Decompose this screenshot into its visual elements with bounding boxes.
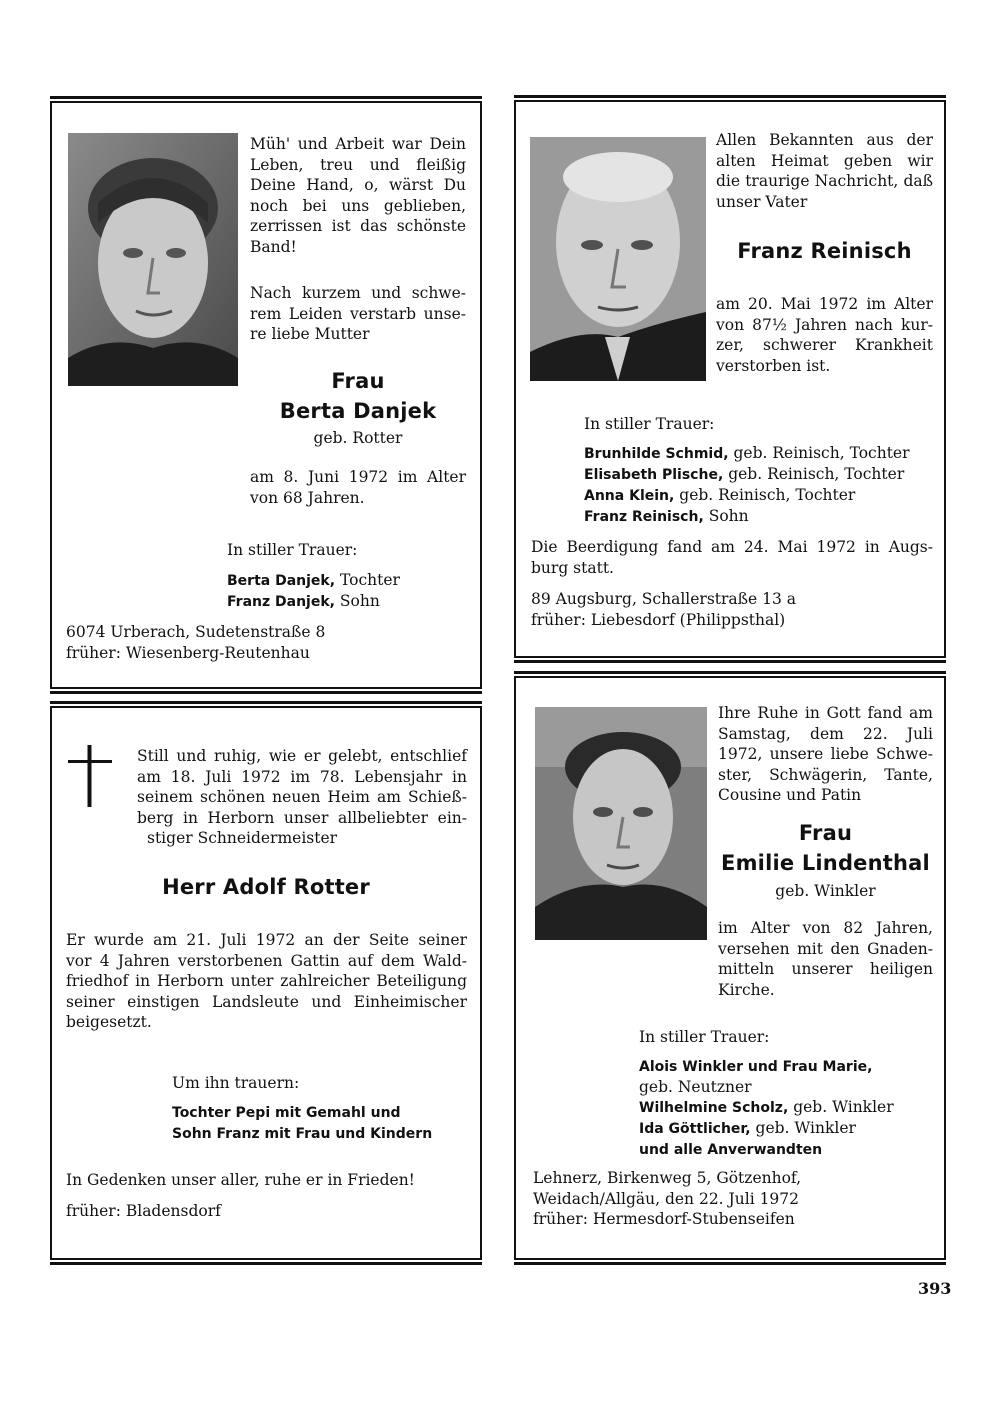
address-line: früher: Wiesenberg-Reutenhau (66, 643, 310, 662)
mourner-relation: geb. Reinisch, Tochter (679, 486, 856, 504)
lindenthal-address (533, 1168, 801, 1230)
reinisch-mourning-heading: In stiller Trauer: (584, 415, 715, 433)
portrait-emilie-lindenthal (535, 707, 707, 940)
rotter-former: früher: Bladensdorf (66, 1202, 221, 1220)
mourner-relation: geb. Winkler (755, 1119, 856, 1137)
death-line: am 8. Juni 1972 im Alter (250, 468, 466, 486)
portrait-franz-reinisch (530, 137, 706, 381)
burial-line: Er wurde am 21. Juli 1972 an der Seite seiner (66, 931, 467, 949)
mourner-relation: geb. Neutzner (639, 1078, 752, 1096)
intro-line: stiger Schneidermeister (147, 829, 338, 848)
intro-line: berg in Herborn unser allbeliebter ein- (137, 808, 467, 827)
cross-icon (68, 745, 112, 807)
intro-line: Allen Bekannten aus der (716, 131, 933, 149)
burial-line: friedhof in Herborn unter zahlreicher Beteiligung (66, 972, 467, 991)
lindenthal-birth-name: geb. Winkler (775, 882, 876, 900)
lindenthal-title: Frau (798, 821, 853, 845)
portrait-berta-danjek (68, 133, 238, 386)
address-line: Weidach/Allgäu, den 22. Juli 1972 (533, 1189, 800, 1208)
intro-line: Ihre Ruhe in Gott fand am (718, 704, 933, 722)
intro-line: re liebe Mutter (250, 325, 370, 344)
danjek-name: Berta Danjek (279, 399, 437, 423)
intro-line: Still und ruhig, wie er gelebt, entschlief (137, 747, 467, 765)
mourner-name: Wilhelmine Scholz, (639, 1100, 789, 1116)
danjek-birth-name: geb. Rotter (313, 429, 403, 447)
burial-line: vor 4 Jahren verstorbenen Gattin auf dem Wald- (66, 951, 467, 970)
mourner-name: Elisabeth Plische, (584, 467, 724, 483)
danjek-mourner (227, 570, 400, 592)
funeral-line: Die Beerdigung fand am 24. Mai 1972 in Augs- (531, 538, 933, 556)
death-line: von 68 Jahren. (250, 488, 365, 507)
mourner-name: und alle Anverwandten (639, 1142, 823, 1158)
danjek-title: Frau (331, 369, 385, 393)
reinisch-name: Franz Reinisch (737, 239, 912, 263)
age-line: mitteln unserer heiligen (718, 960, 933, 979)
intro-line: ster, Schwägerin, Tante, (718, 765, 933, 784)
mourner-name: Alois Winkler und Frau Marie, (639, 1059, 873, 1075)
lindenthal-mourner (639, 1097, 894, 1119)
intro-line: unser Vater (716, 192, 808, 211)
danjek-poem (250, 134, 466, 258)
intro-line: alten Heimat geben wir (716, 151, 933, 170)
mourner-name: Berta Danjek, (227, 573, 336, 589)
intro-line: Samstag, dem 22. Juli (718, 724, 933, 743)
age-line: versehen mit den Gnaden- (718, 939, 933, 958)
mourner-name: Anna Klein, (584, 488, 675, 504)
mourner-relation: Sohn (339, 592, 380, 610)
lindenthal-age (718, 918, 933, 1000)
poem-line: Band! (250, 237, 297, 256)
mourner-relation: Tochter (339, 571, 400, 589)
mourner-name: Franz Reinisch, (584, 509, 704, 525)
age-line: im Alter von 82 Jahren, (718, 919, 933, 937)
rotter-burial (66, 930, 467, 1033)
intro-line: Cousine und Patin (718, 786, 862, 805)
reinisch-mourner (584, 443, 910, 465)
reinisch-address (531, 589, 796, 630)
intro-line: rem Leiden verstarb unse- (250, 304, 466, 323)
death-line: von 87½ Jahren nach kur- (716, 315, 933, 334)
mourner-relation: Sohn (708, 507, 749, 525)
rotter-closing: In Gedenken unser aller, ruhe er in Frieden! (66, 1171, 415, 1189)
burial-line: seiner einstigen Landsleute und Einheimischer (66, 992, 467, 1011)
death-line: verstorben ist. (716, 356, 831, 375)
poem-line: Leben, treu und fleißig (250, 155, 466, 174)
intro-line: am 18. Juli 1972 im 78. Lebensjahr in (137, 767, 467, 786)
intro-line: Nach kurzem und schwe- (250, 284, 466, 302)
rotter-mourning-heading: Um ihn trauern: (172, 1074, 300, 1092)
mourner-name: Franz Danjek, (227, 594, 335, 610)
danjek-intro (250, 283, 466, 345)
danjek-address (66, 622, 325, 663)
rotter-mourner: Sohn Franz mit Frau und Kindern (172, 1126, 433, 1142)
address-line: Lehnerz, Birkenweg 5, Götzenhof, (533, 1169, 802, 1187)
lindenthal-name: Emilie Lindenthal (721, 851, 930, 875)
intro-line: die traurige Nachricht, daß (716, 172, 933, 191)
lindenthal-mourner (639, 1139, 822, 1161)
lindenthal-mourner (639, 1056, 872, 1078)
intro-line: 1972, unsere liebe Schwe- (718, 745, 933, 764)
reinisch-mourner (584, 485, 855, 507)
intro-line: seinem schönen neuen Heim am Schieß- (137, 788, 467, 807)
mourner-relation: geb. Reinisch, Tochter (728, 465, 905, 483)
mourner-name: Brunhilde Schmid, (584, 446, 729, 462)
death-line: zer, schwerer Krankheit (716, 336, 933, 355)
rotter-intro (137, 746, 467, 849)
danjek-mourning-heading: In stiller Trauer: (227, 541, 358, 559)
lindenthal-mourner (639, 1077, 752, 1098)
mourner-name: Ida Göttlicher, (639, 1121, 751, 1137)
lindenthal-intro (718, 703, 933, 806)
address-line: 6074 Urberach, Sudetenstraße 8 (66, 623, 326, 641)
poem-line: zerrissen ist das schönste (250, 217, 466, 236)
poem-line: Deine Hand, o, wärst Du (250, 176, 466, 195)
reinisch-mourner (584, 464, 904, 486)
lindenthal-mourner (639, 1118, 856, 1140)
page-number: 393 (918, 1279, 952, 1298)
funeral-line: burg statt. (531, 558, 614, 577)
reinisch-funeral (531, 537, 933, 578)
address-line: früher: Hermesdorf-Stubenseifen (533, 1210, 795, 1229)
mourner-relation: geb. Winkler (793, 1098, 894, 1116)
danjek-mourner (227, 591, 380, 613)
poem-line: noch bei uns geblieben, (250, 196, 466, 215)
burial-line: beigesetzt. (66, 1013, 152, 1032)
reinisch-death (716, 294, 933, 376)
danjek-death (250, 467, 466, 508)
address-line: 89 Augsburg, Schallerstraße 13 a (531, 590, 796, 608)
lindenthal-mourning-heading: In stiller Trauer: (639, 1028, 770, 1046)
reinisch-intro (716, 130, 933, 212)
age-line: Kirche. (718, 980, 775, 999)
death-line: am 20. Mai 1972 im Alter (716, 295, 933, 313)
poem-line: Müh' und Arbeit war Dein (250, 135, 466, 153)
address-line: früher: Liebesdorf (Philippsthal) (531, 610, 786, 629)
mourner-relation: geb. Reinisch, Tochter (733, 444, 910, 462)
rotter-name: Herr Adolf Rotter (162, 875, 370, 899)
reinisch-mourner (584, 506, 749, 528)
rotter-mourner: Tochter Pepi mit Gemahl und (172, 1105, 401, 1121)
